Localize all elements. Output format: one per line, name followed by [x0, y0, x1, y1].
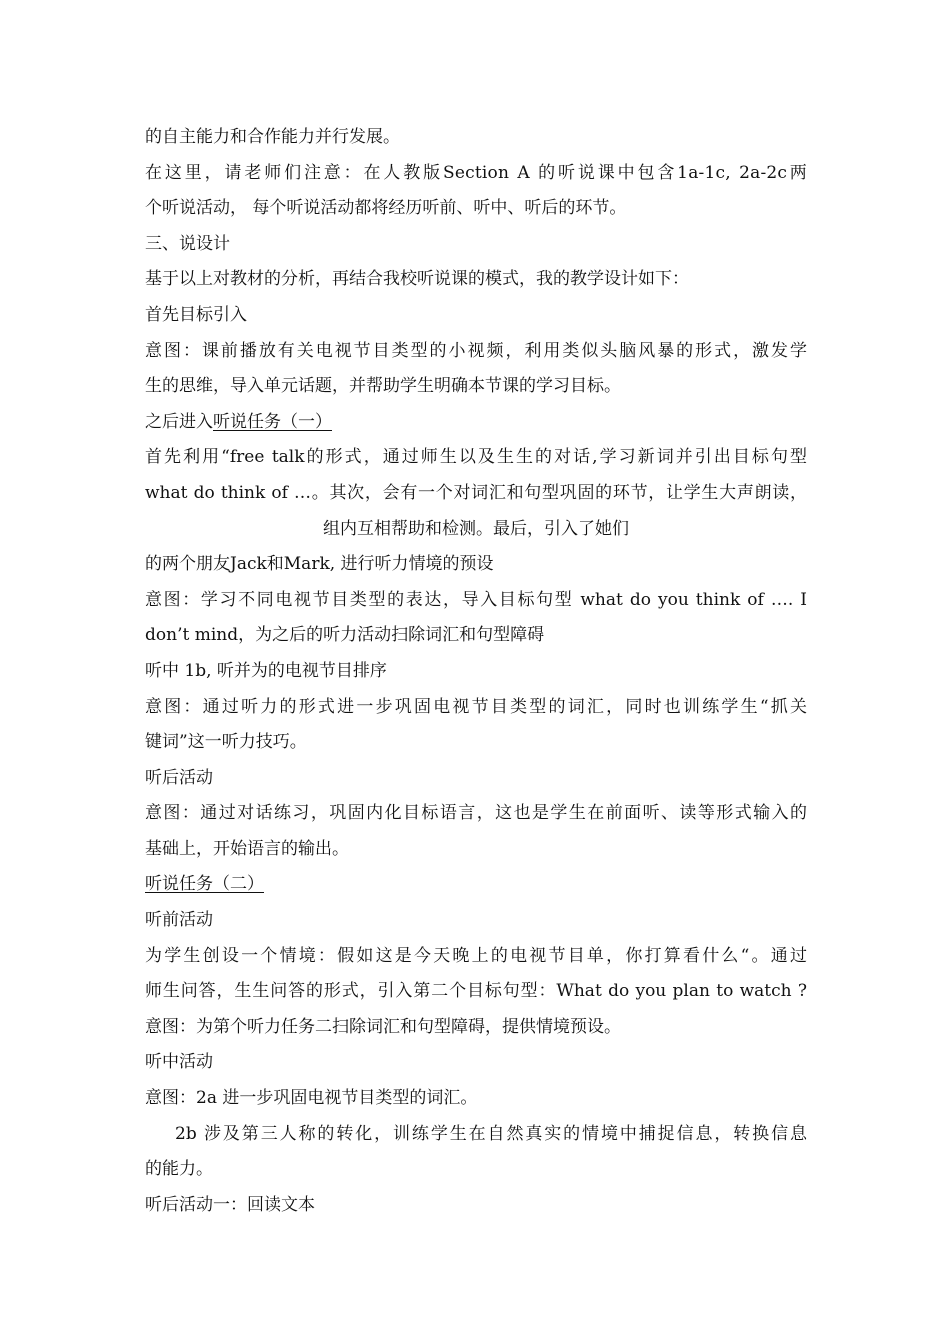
text-prefix: 之后进入	[145, 411, 213, 432]
paragraph-line: don’t mind，为之后的听力活动扫除词汇和句型障碍	[145, 625, 545, 646]
paragraph-line: 听前活动	[145, 910, 213, 931]
paragraph-line: 意图：通过听力的形式进一步巩固电视节目类型的词汇，同时也训练学生“抓关	[145, 696, 807, 717]
paragraph-line: 听中 1b, 听并为的电视节目排序	[145, 660, 387, 681]
paragraph-line: 基于以上对教材的分析，再结合我校听说课的模式，我的教学设计如下：	[145, 269, 689, 290]
paragraph-line-indented: 2b 涉及第三人称的转化，训练学生在自然真实的情境中捕捉信息，转换信息	[175, 1123, 807, 1144]
task-title-underlined: 听说任务（二）	[145, 874, 264, 895]
paragraph-line: 听中活动	[145, 1052, 213, 1073]
paragraph-line: 个听说活动， 每个听说活动都将经历听前、听中、听后的环节。	[145, 198, 627, 219]
paragraph-line: 基础上，开始语言的输出。	[145, 838, 349, 859]
paragraph-line: 首先目标引入	[145, 304, 247, 325]
paragraph-line: 生的思维，导入单元话题，并帮助学生明确本节课的学习目标。	[145, 376, 621, 397]
paragraph-line: 的两个朋友Jack和Mark, 进行听力情境的预设	[145, 554, 494, 575]
paragraph-line: 听后活动	[145, 767, 213, 788]
paragraph-line: 的自主能力和合作能力并行发展。	[145, 127, 400, 147]
paragraph-line: what do think of …。其次，会有一个对词汇和句型巩固的环节，让学生大声朗读，	[145, 482, 807, 503]
task-title-underlined: 听说任务（一）	[213, 411, 332, 432]
document-body	[145, 120, 807, 1223]
section-heading: 三、说设计	[145, 233, 230, 254]
paragraph-line: 意图：课前播放有关电视节目类型的小视频，利用类似头脑风暴的形式，激发学	[145, 340, 807, 361]
paragraph-line: 师生问答，生生问答的形式，引入第二个目标句型：What do you plan to watch ?	[145, 981, 807, 1002]
paragraph-line: 在这里，请老师们注意：在人教版Section A 的听说课中包含1a-1c, 2a-2c两	[145, 162, 807, 183]
paragraph-line: 听后活动一：回读文本	[145, 1194, 315, 1215]
paragraph-line: 首先利用“free talk的形式，通过师生以及生生的对话,学习新词并引出目标句型	[145, 447, 807, 468]
paragraph-line: 为学生创设一个情境：假如这是今天晚上的电视节目单，你打算看什么“。通过	[145, 945, 807, 966]
paragraph-line	[145, 867, 807, 903]
paragraph-line	[145, 405, 807, 441]
paragraph-line: 键词”这一听力技巧。	[145, 732, 307, 753]
paragraph-line: 意图：为第个听力任务二扫除词汇和句型障碍，提供情境预设。	[145, 1016, 621, 1037]
paragraph-line: 的能力。	[145, 1159, 213, 1180]
paragraph-line: 意图：2a 进一步巩固电视节目类型的词汇。	[145, 1088, 478, 1109]
paragraph-line-centered: 组内互相帮助和检测。最后，引入了她们	[323, 518, 629, 539]
paragraph-line: 意图：学习不同电视节目类型的表达，导入目标句型 what do you think of …. I	[145, 589, 807, 610]
paragraph-line: 意图：通过对话练习，巩固内化目标语言，这也是学生在前面听、读等形式输入的	[145, 803, 807, 824]
